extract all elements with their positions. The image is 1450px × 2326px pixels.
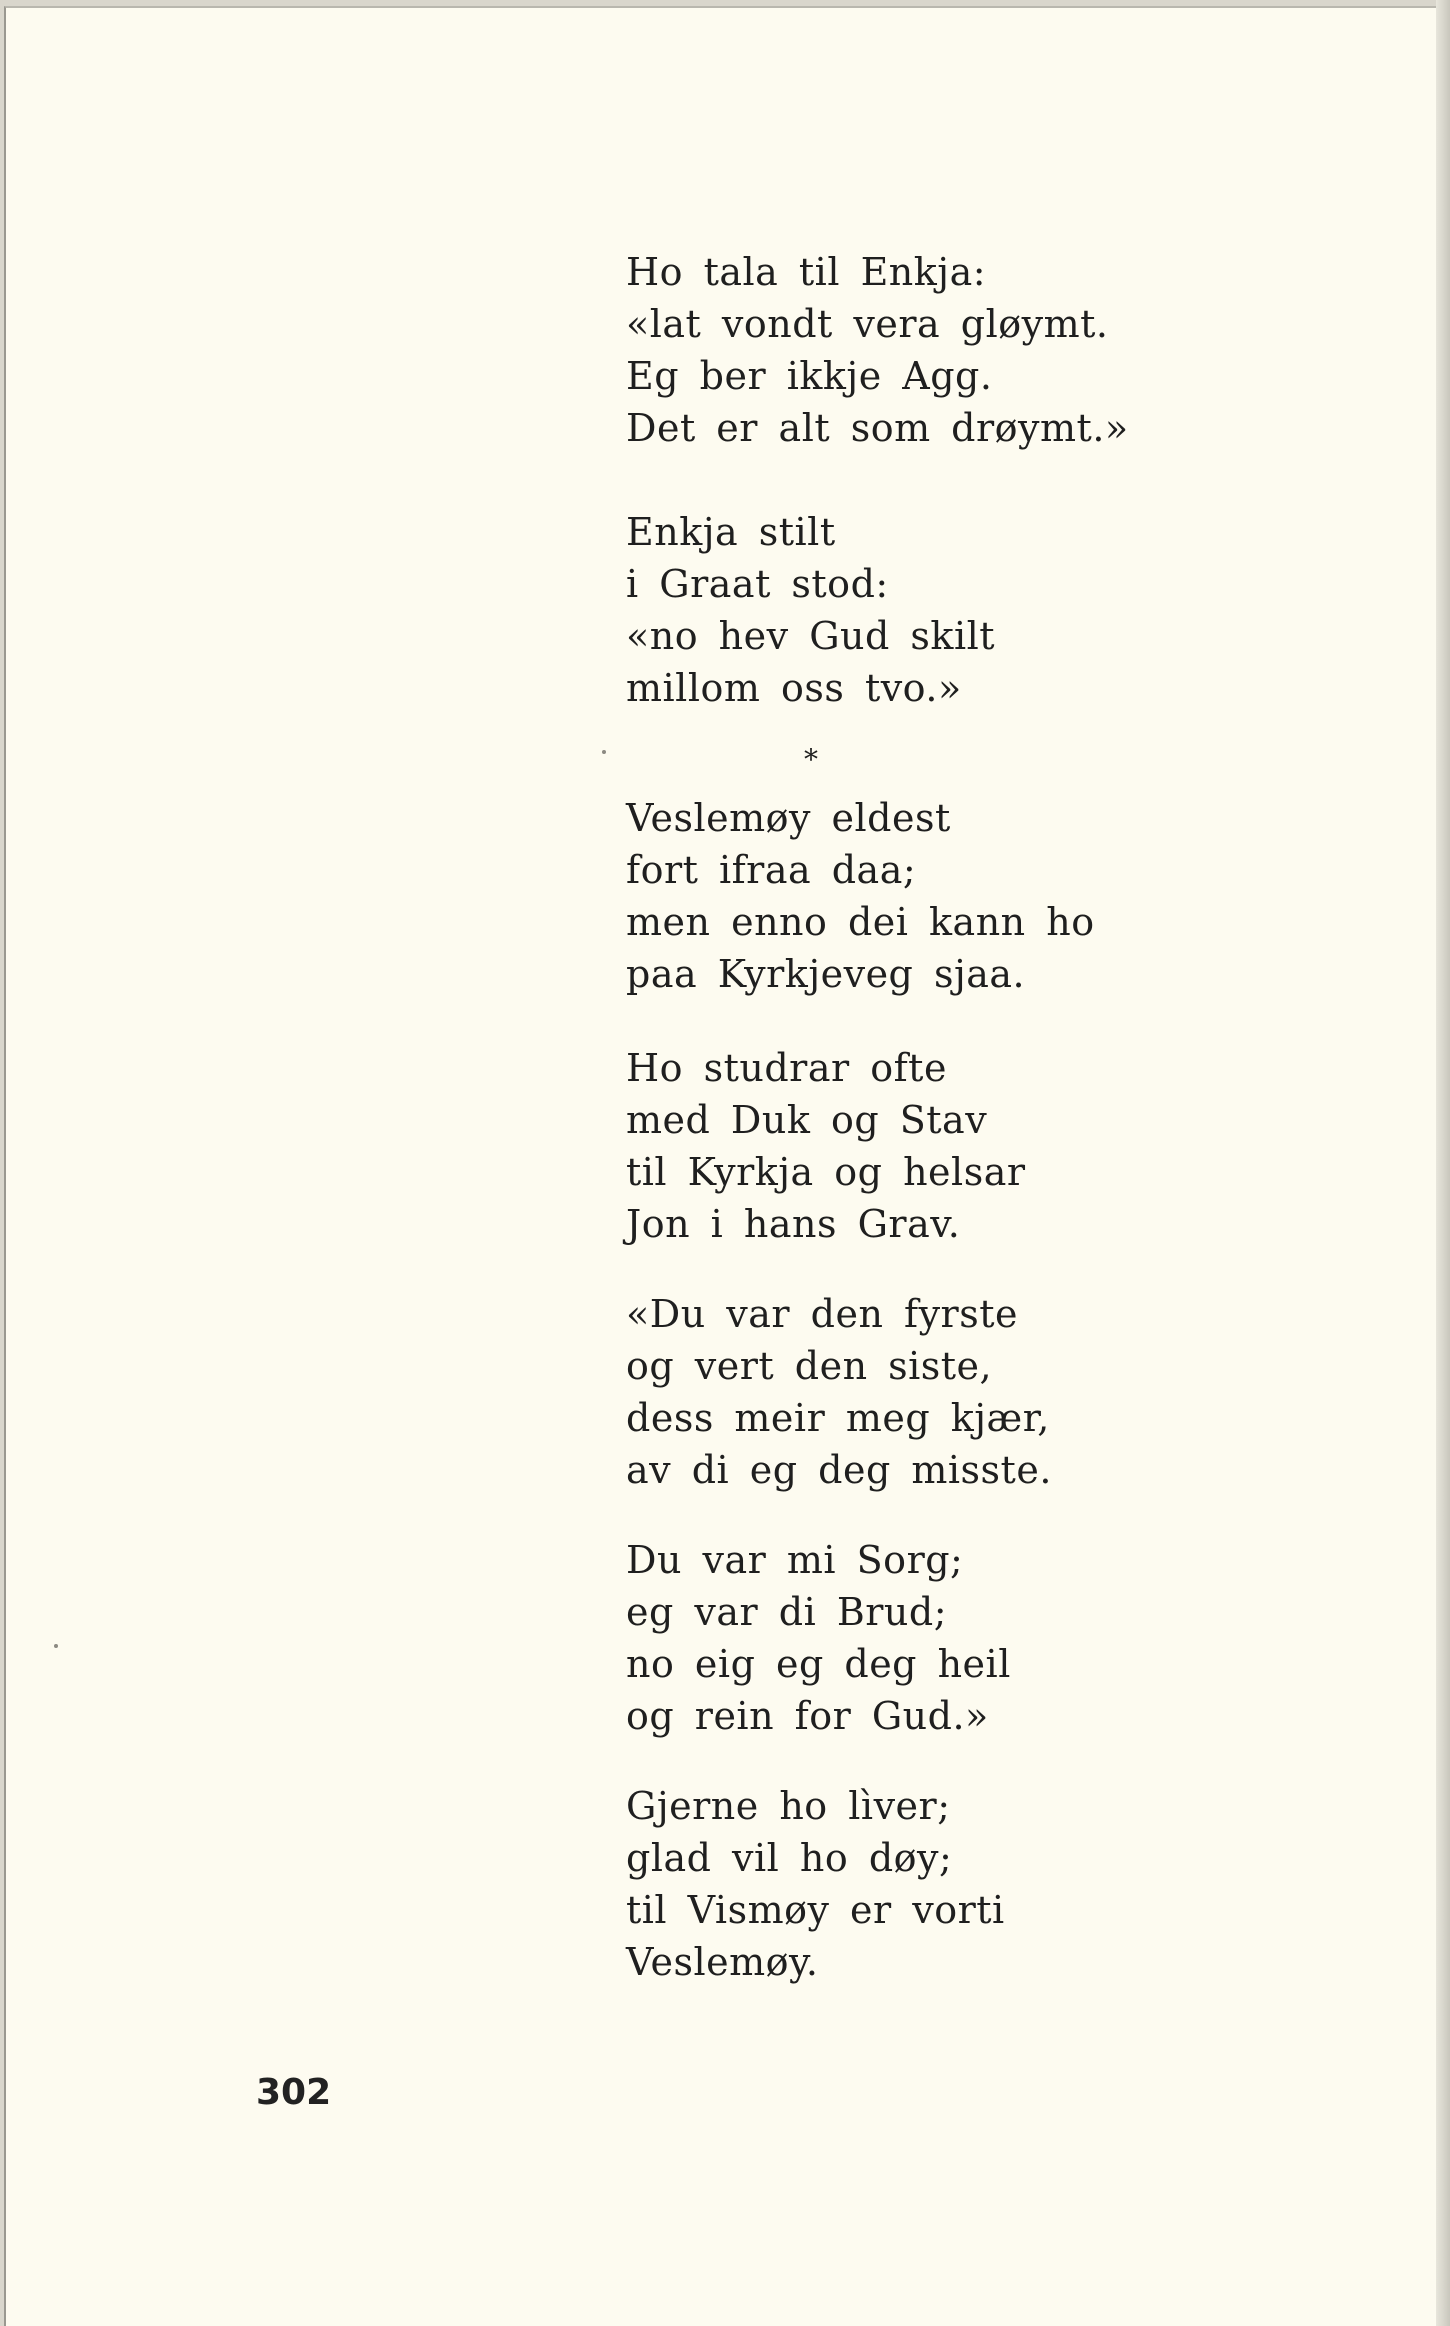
poem-line: med Duk og Stav — [626, 1098, 988, 1142]
stanza-7 — [626, 1780, 1129, 1988]
poem-line: no eig eg deg heil — [626, 1642, 1011, 1686]
poem-line: i Graat stod: — [626, 562, 889, 606]
poem-line: Eg ber ikkje Agg. — [626, 354, 993, 398]
page-edge — [1436, 0, 1450, 2326]
stanza-6 — [626, 1534, 1129, 1742]
poem-line: paa Kyrkjeveg sjaa. — [626, 952, 1026, 996]
poem-line: Ho tala til Enkja: — [626, 250, 987, 294]
stanza-1 — [626, 246, 1129, 454]
stanza-2 — [626, 506, 1129, 714]
poem-line: glad vil ho døy; — [626, 1836, 953, 1880]
section-separator: * — [804, 743, 819, 776]
poem-line: og rein for Gud.» — [626, 1694, 989, 1738]
poem-line: fort ifraa daa; — [626, 848, 917, 892]
paper-speck — [602, 750, 606, 754]
poem-line: og vert den siste, — [626, 1344, 993, 1388]
poem-line: til Vismøy er vorti — [626, 1888, 1005, 1932]
stanza-5 — [626, 1288, 1129, 1496]
poem-line: dess meir meg kjær, — [626, 1396, 1050, 1440]
stanza-3 — [626, 792, 1129, 1000]
poem-line: Ho studrar ofte — [626, 1046, 947, 1090]
poem-line: Veslemøy eldest — [626, 796, 951, 840]
poem-line: «no hev Gud skilt — [626, 614, 996, 658]
book-page — [4, 6, 1440, 2326]
poem — [626, 246, 1129, 1988]
poem-line: Jon i hans Grav. — [626, 1202, 961, 1246]
paper-speck — [54, 1644, 58, 1648]
poem-line: til Kyrkja og helsar — [626, 1150, 1026, 1194]
poem-line: Gjerne ho lìver; — [626, 1784, 951, 1828]
page-number: 302 — [256, 2072, 332, 2113]
poem-line: millom oss tvo.» — [626, 666, 962, 710]
poem-line: eg var di Brud; — [626, 1590, 948, 1634]
poem-line: Veslemøy. — [626, 1940, 819, 1984]
poem-line: Det er alt som drøymt.» — [626, 406, 1129, 450]
poem-line: av di eg deg misste. — [626, 1448, 1052, 1492]
poem-line: men enno dei kann ho — [626, 900, 1095, 944]
poem-line: Enkja stilt — [626, 510, 836, 554]
poem-line: «Du var den fyrste — [626, 1292, 1018, 1336]
poem-line: «lat vondt vera gløymt. — [626, 302, 1109, 346]
poem-line: Du var mi Sorg; — [626, 1538, 964, 1582]
stanza-4 — [626, 1042, 1129, 1250]
